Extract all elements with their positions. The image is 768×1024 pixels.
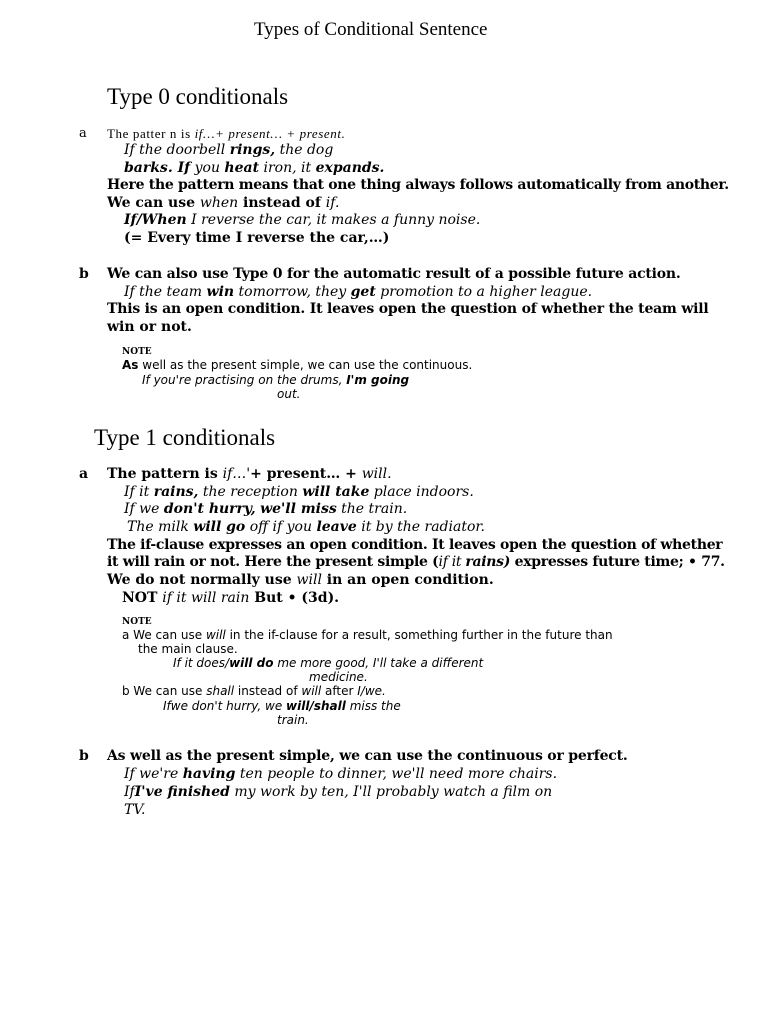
type1-a-line-1: The if-clause expresses an open condition. It leaves open the question of whether — [107, 537, 723, 553]
type1-a-pattern: The pattern is if…'+ present… + will. — [107, 466, 392, 482]
page-title: Types of Conditional Sentence — [254, 19, 488, 40]
type0-a-example-3: If/When I reverse the car, it makes a funny noise. — [124, 212, 481, 228]
type1-a-line-2: it will rain or not. Here the present simple (if it rains) expresses future time; • 77. — [107, 554, 725, 570]
type0-note-example-2: out. — [277, 387, 301, 401]
type0-note-line-1: As well as the present simple, we can use the continuous. — [122, 358, 473, 372]
type1-b-example-1: If we're having ten people to dinner, we'll need more chairs. — [124, 766, 558, 782]
type0-a-example-1: If the doorbell rings, the dog — [124, 142, 334, 158]
type0-a-explanation: Here the pattern means that one thing always follows automatically from another. — [107, 177, 729, 193]
type1-heading: Type 1 conditionals — [94, 425, 276, 450]
type0-b-label: b — [79, 266, 89, 282]
type0-a-example-4: (= Every time I reverse the car,…) — [124, 230, 390, 246]
type1-note-a-line-1: a We can use will in the if-clause for a result, something further in the future than — [122, 628, 613, 642]
type1-a-label: a — [79, 466, 89, 482]
type1-b-example-3: TV. — [124, 802, 146, 818]
type0-b-line-3: win or not. — [107, 319, 192, 335]
type0-heading: Type 0 conditionals — [107, 84, 289, 109]
type1-a-line-4: NOT if it will rain But • (3d). — [122, 590, 340, 606]
type0-b-line-2: This is an open condition. It leaves open the question of whether the team will — [107, 301, 709, 317]
type0-a-label: a — [79, 126, 87, 141]
type0-b-example-1: If the team win tomorrow, they get promotion to a higher league. — [124, 284, 593, 300]
type1-a-example-2: If we don't hurry, we'll miss the train. — [124, 501, 408, 517]
type0-a-pattern: The patter n is if…+ present… + present. — [107, 126, 346, 141]
type1-note-label: NOTE — [122, 617, 152, 627]
type1-note-b-line-1: b We can use shall instead of will after I/we. — [122, 684, 386, 698]
type1-note-example-2: medicine. — [309, 670, 368, 684]
type1-note-example-4: train. — [277, 713, 309, 727]
type1-note-example-1: If it does/will do me more good, I'll take a different — [173, 656, 484, 670]
type1-b-label: b — [79, 748, 89, 764]
type1-b-example-2: IfI've finished my work by ten, I'll probably watch a film on — [124, 784, 553, 800]
type1-a-line-3: We do not normally use will in an open condition. — [107, 572, 494, 588]
type1-note-example-3: Ifwe don't hurry, we will/shall miss the — [163, 699, 401, 713]
type0-b-line-1: We can also use Type 0 for the automatic result of a possible future action. — [107, 266, 681, 282]
type1-a-example-1: If it rains, the reception will take place indoors. — [124, 484, 474, 500]
type1-b-line-1: As well as the present simple, we can use the continuous or perfect. — [107, 748, 628, 764]
type0-note-example-1: If you're practising on the drums, I'm going — [142, 373, 410, 387]
type0-a-when: We can use when instead of if. — [107, 195, 340, 211]
type1-note-a-line-2: the main clause. — [138, 642, 238, 656]
type0-a-example-2: barks. If you heat iron, it expands. — [124, 160, 385, 176]
type1-a-example-3: The milk will go off if you leave it by the radiator. — [127, 519, 485, 535]
type0-note-label: NOTE — [122, 347, 152, 357]
